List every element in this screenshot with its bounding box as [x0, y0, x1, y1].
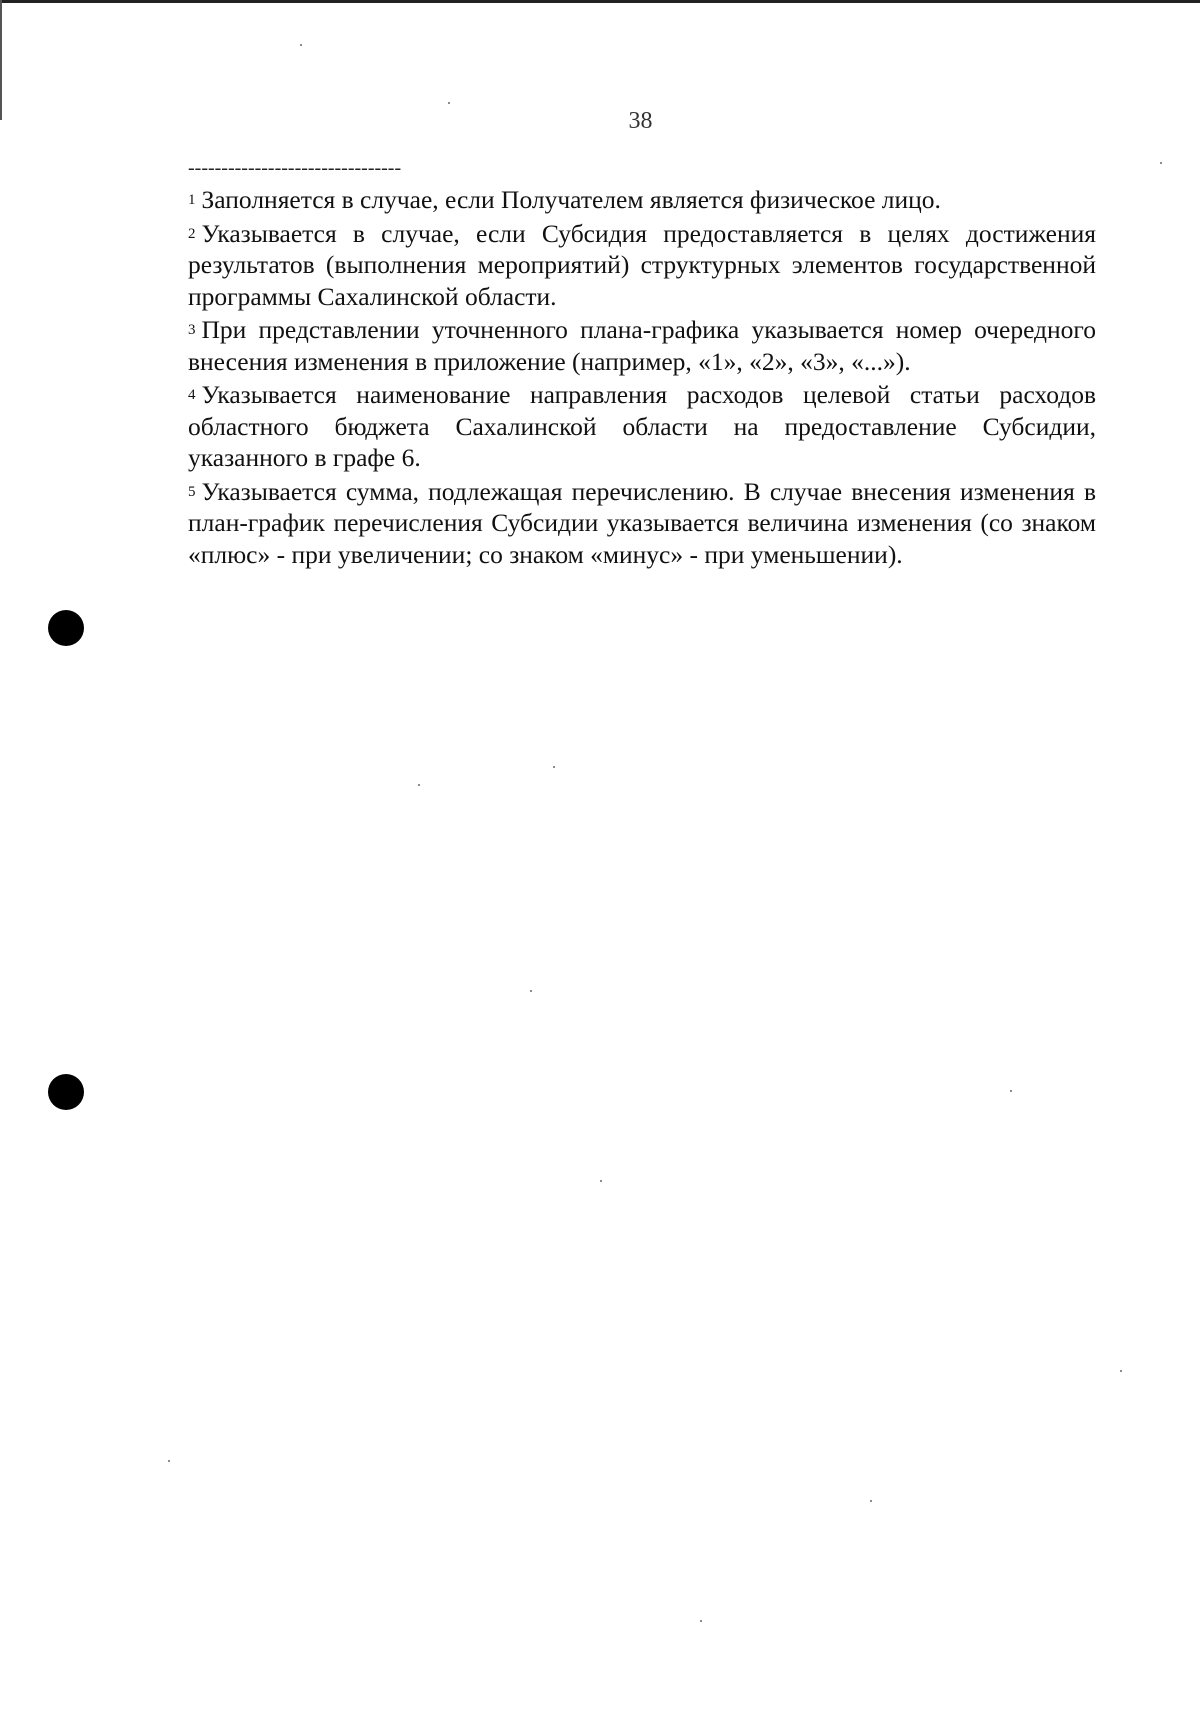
footnote-5 — [188, 476, 1096, 571]
footnote-3 — [188, 314, 1096, 377]
footnote-text: При представлении уточненного плана-графика указывается номер очередного внесения изменения в приложение (например, «1», «2», «3», «...»). — [188, 315, 1096, 376]
scan-border-left — [0, 0, 2, 120]
scan-speck — [168, 1460, 170, 1462]
footnote-text: Указывается в случае, если Субсидия предоставляется в целях достижения результатов (выполнения мероприятий) структурных элементов государственной программы Сахалинской области. — [188, 218, 1096, 311]
punch-hole-bottom — [48, 1074, 84, 1110]
punch-hole-top — [48, 610, 84, 646]
scan-speck — [1120, 1370, 1122, 1372]
scan-speck — [300, 44, 302, 46]
scan-speck — [418, 784, 420, 786]
scan-speck — [530, 990, 532, 992]
footnote-marker: 5 — [188, 483, 196, 500]
footnote-text: Заполняется в случае, если Получателем является физическое лицо. — [201, 185, 941, 214]
footnote-marker: 1 — [188, 192, 196, 208]
footnote-text: Указывается наименование направления расходов целевой статьи расходов областного бюджета Сахалинской области на предоставление Субсидии, указанного в графе 6. — [188, 380, 1096, 472]
footnote-marker: 4 — [188, 387, 196, 403]
footnote-2 — [188, 218, 1096, 313]
scan-speck — [1160, 162, 1162, 164]
scan-border-top — [0, 0, 1200, 3]
footnote-1 — [188, 184, 1096, 216]
scan-speck — [1010, 1090, 1012, 1092]
footnote-marker: 3 — [188, 322, 196, 338]
scan-speck — [553, 766, 555, 768]
scan-speck — [600, 1180, 602, 1182]
footnote-marker: 2 — [188, 225, 196, 242]
scan-speck — [448, 102, 450, 104]
footnote-separator: -------------------------------- — [188, 157, 402, 179]
scan-speck — [870, 1500, 872, 1502]
footnote-4 — [188, 379, 1096, 474]
footnotes-section — [188, 184, 1096, 572]
scan-speck — [700, 1620, 702, 1622]
page-number: 38 — [628, 108, 653, 134]
footnote-text: Указывается сумма, подлежащая перечислению. В случае внесения изменения в план-график перечисления Субсидии указывается величина изменения (со знаком «плюс» - при увеличении; со знаком «минус» - при уменьшении). — [188, 476, 1096, 569]
